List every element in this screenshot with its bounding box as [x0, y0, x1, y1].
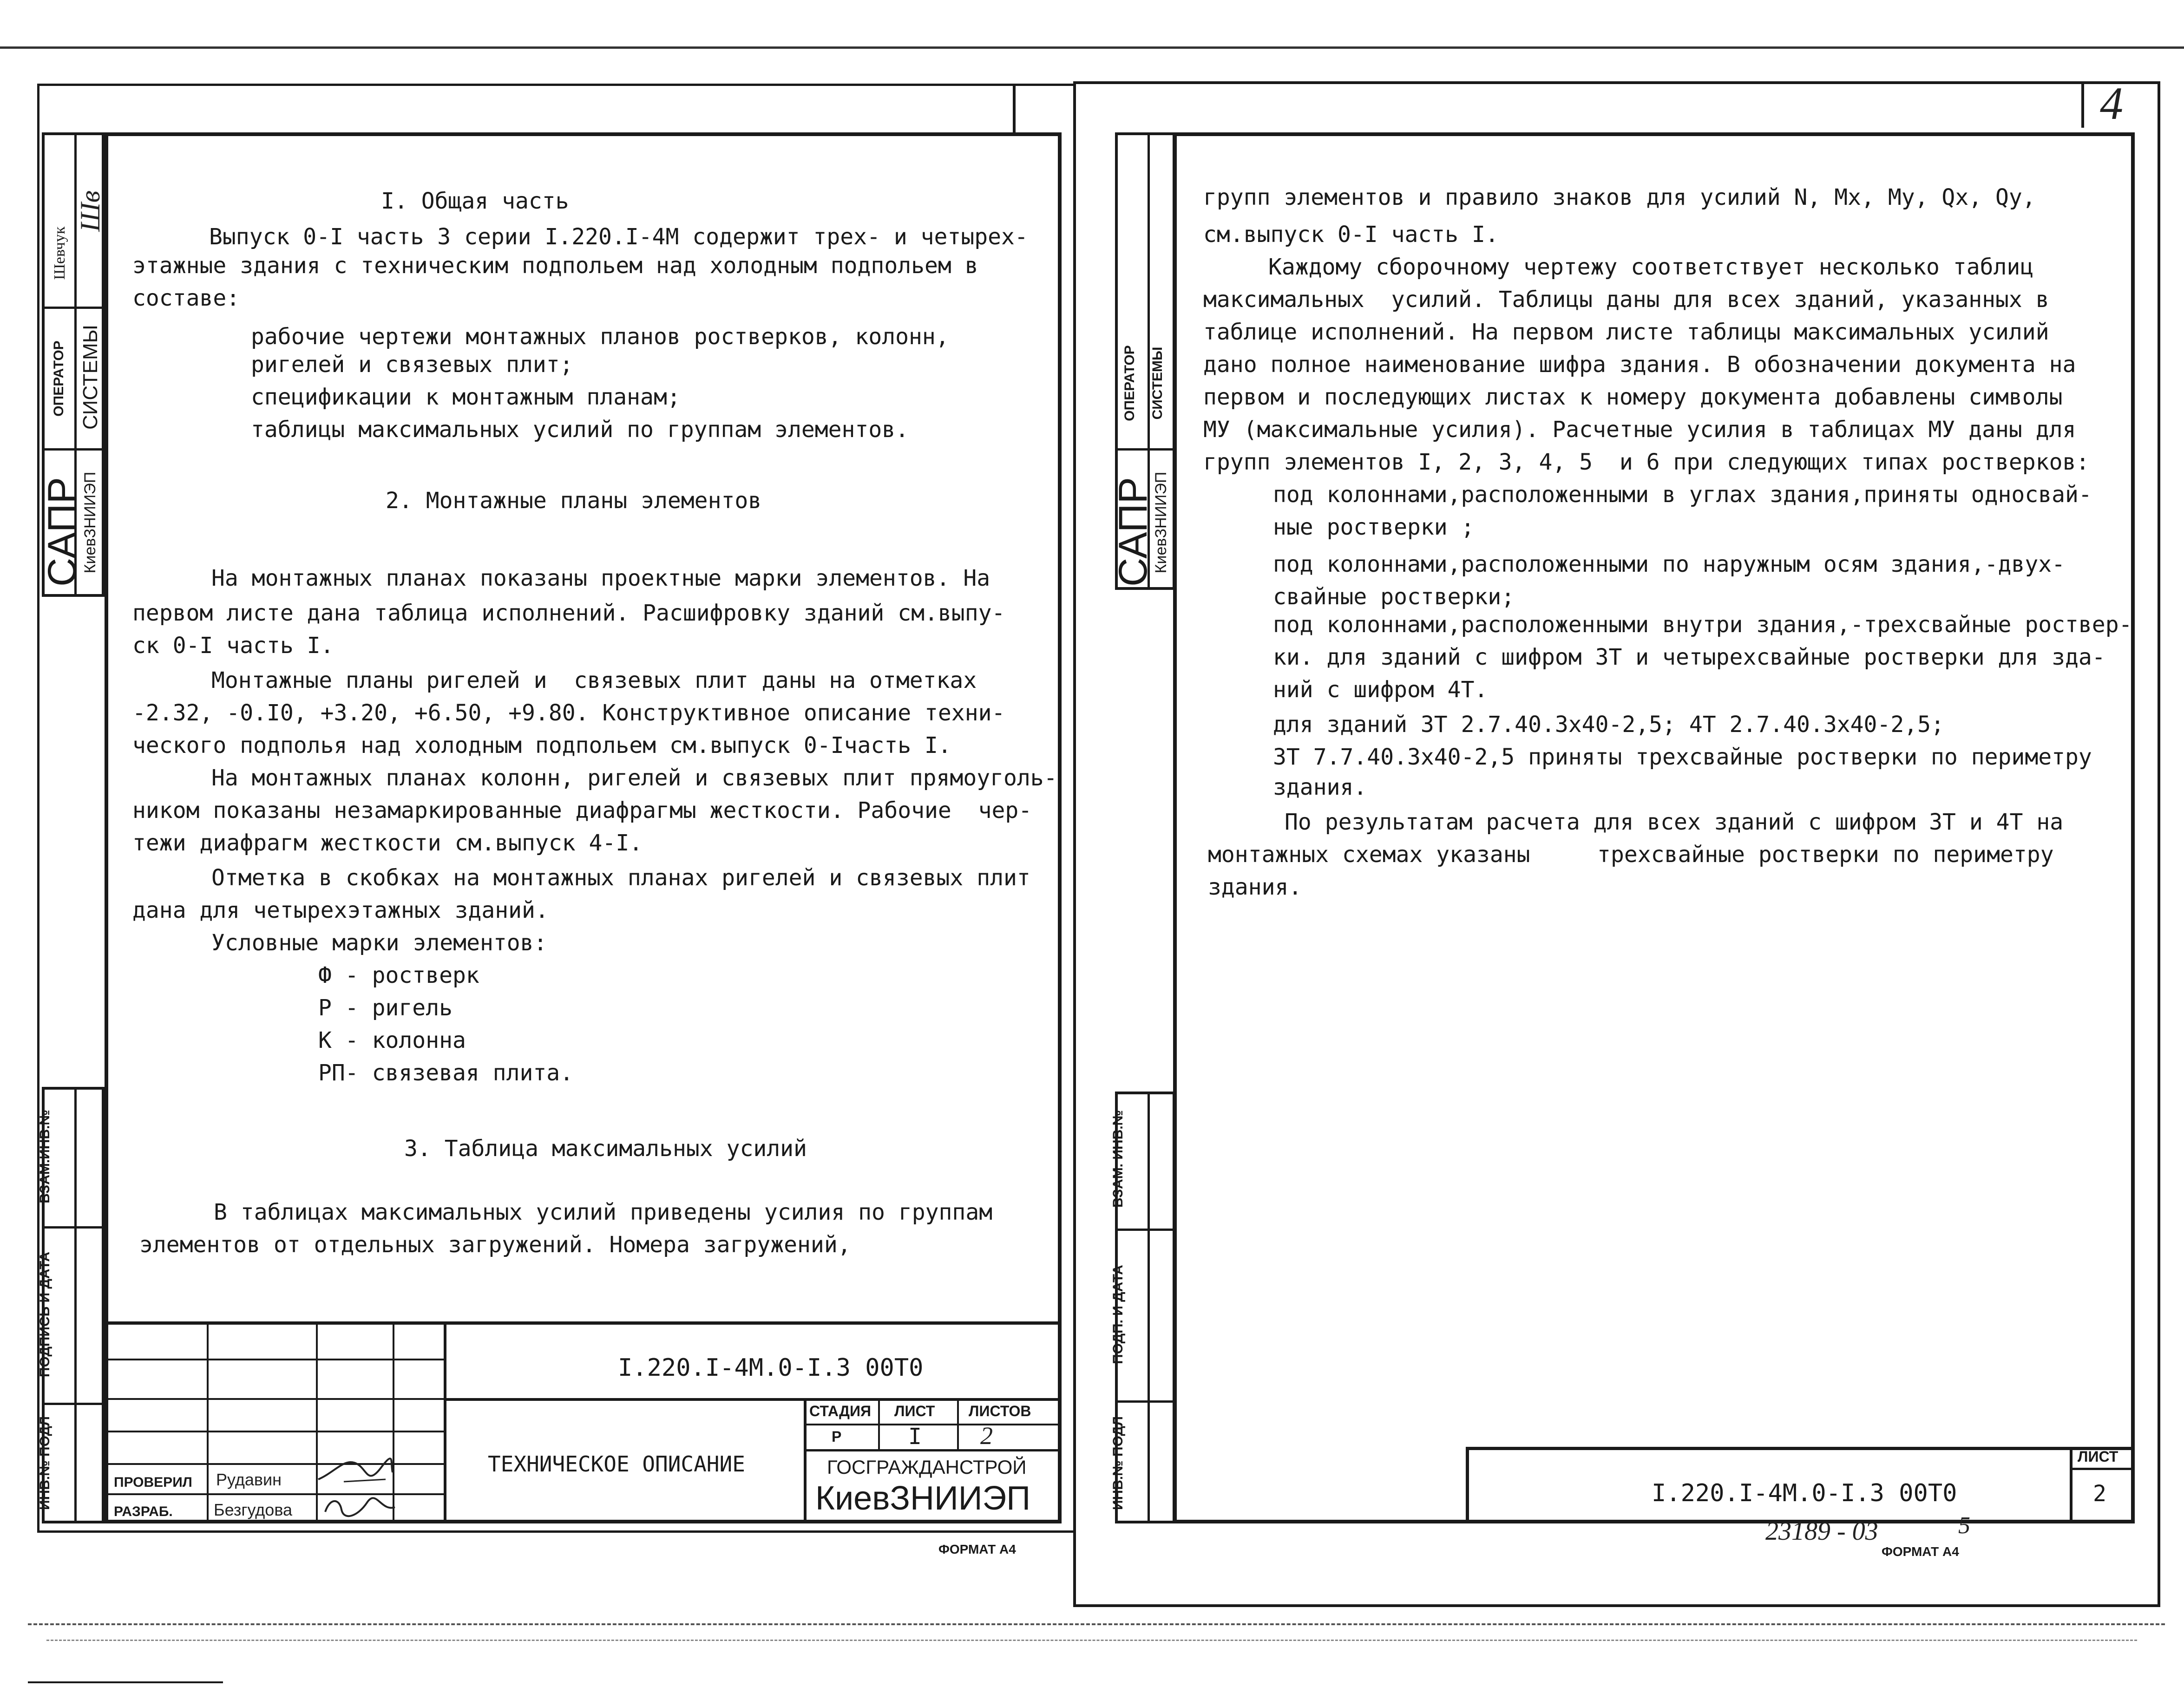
left-tb-stage-row1: [804, 1424, 1062, 1425]
right-line-16: ний с шифром 4Т.: [1273, 677, 1488, 703]
left-s2-mark-f: Ф - ростверк: [318, 962, 479, 988]
left-s2-line-2: первом листе дана таблица исполнений. Расшифровку зданий см.выпу-: [132, 600, 1005, 626]
left-s2-mark-rp: РП- связевая плита.: [318, 1060, 574, 1086]
left-s2-line-11: дана для четырехэтажных зданий.: [132, 897, 549, 923]
left-tb-dev-label: РАЗРАБ.: [114, 1504, 173, 1519]
right-stamp-system-label: СИСТЕМЫ: [1150, 346, 1165, 420]
right-line-2: см.выпуск 0-I часть I.: [1203, 222, 1499, 248]
left-s2-line-9: тежи диафрагм жесткости см.выпуск 4-I.: [132, 830, 643, 856]
right-tb-sheet-row: [2070, 1468, 2135, 1470]
left-section2-heading: 2. Монтажные планы элементов: [386, 488, 762, 514]
left-tb-sheet-value: I: [908, 1424, 922, 1450]
left-s2-line-3: ск 0-I часть I.: [132, 633, 334, 659]
scan-top-edge: [0, 46, 2184, 49]
right-line-13: свайные ростверки;: [1273, 584, 1515, 610]
right-stamp-sign-date-label: ПОДП. И ДАТА: [1110, 1265, 1126, 1364]
left-tb-signature-2: [321, 1493, 400, 1521]
left-tb-sheet-label: ЛИСТ: [894, 1403, 935, 1419]
left-tb-checked-name: Рудавин: [216, 1470, 282, 1489]
right-stamp-h1: [1115, 448, 1175, 451]
left-tb-top: [105, 1321, 1062, 1325]
right-tb-code: I.220.I-4M.0-I.3 00Т0: [1652, 1479, 1957, 1507]
right-stamp-bottom-h1: [1115, 1229, 1175, 1231]
right-line-20: По результатам расчета для всех зданий с шифром 3Т и 4Т на: [1285, 809, 2064, 835]
right-line-10: под колоннами,расположенными в углах здания,приняты односвай-: [1273, 482, 2092, 508]
left-s2-line-7: На монтажных планах колонн, ригелей и связевых плит прямоуголь-: [211, 765, 1057, 791]
right-line-18: 3Т 7.7.40.3х40-2,5 приняты трехсвайные ростверки по периметру: [1273, 744, 2092, 770]
left-s1-line-2: этажные здания с техническим подпольем над холодным подпольем в: [132, 253, 978, 279]
left-tb-row2: [105, 1398, 444, 1400]
left-tb-stage-value: Р: [832, 1428, 842, 1445]
left-tb-dev-name: Безгудова: [214, 1500, 293, 1519]
right-line-6: дано полное наименование шифра здания. В обозначении документа на: [1203, 352, 2076, 378]
left-section1-heading: I. Общая часть: [381, 188, 569, 214]
scan-bottom-edge-2: [46, 1640, 2137, 1641]
left-s1-line-4: рабочие чертежи монтажных планов ростверков, колонн,: [251, 324, 949, 350]
left-tb-v2: [804, 1398, 807, 1523]
stamp-operator-label: ОПЕРАТОР: [51, 340, 66, 417]
left-stamp-bottom-divider: [74, 1087, 77, 1523]
left-s1-line-6: спецификации к монтажным планам;: [251, 384, 681, 410]
scan-bottom-rule: [28, 1681, 223, 1683]
left-s1-line-3: составе:: [132, 285, 240, 311]
right-tb-sheet-label: ЛИСТ: [2078, 1448, 2118, 1465]
right-stamp-inv-sub-label: ВЗАМ. ИНВ.№: [1110, 1110, 1126, 1208]
left-section3-heading: 3. Таблица максимальных усилий: [404, 1136, 807, 1162]
left-s1-line-5: ригелей и связевых плит;: [251, 352, 573, 378]
left-tb-org1: ГОСГРАЖДАНСТРОЙ: [827, 1456, 1027, 1478]
right-tb-sheet-divider: [2070, 1447, 2073, 1523]
scan-bottom-edge: [28, 1623, 2165, 1625]
right-stamp-sapr-label: САПР: [1111, 477, 1155, 587]
left-tb-vsplit: [444, 1321, 446, 1523]
right-line-8: МУ (максимальные усилия). Расчетные усилия в таблицах МУ даны для: [1203, 417, 2076, 443]
right-line-9: групп элементов I, 2, 3, 4, 5 и 6 при следующих типах ростверков:: [1203, 449, 2090, 475]
right-tb-sheet-value: 2: [2093, 1481, 2106, 1507]
left-tb-stage-label: СТАДИЯ: [809, 1403, 871, 1419]
right-line-3: Каждому сборочному чертежу соответствует несколько таблиц: [1268, 254, 2034, 280]
left-s2-line-1: На монтажных планах показаны проектные марки элементов. На: [211, 565, 990, 591]
left-s3-line-2: элементов от отдельных загружений. Номера загружений,: [139, 1232, 851, 1258]
left-tb-signature-1: [316, 1454, 395, 1491]
left-tb-row3: [105, 1431, 444, 1432]
right-line-5: таблице исполнений. На первом листе таблицы максимальных усилий: [1203, 319, 2049, 345]
left-s1-line-1: Выпуск 0-I часть 3 серии I.220.I-4M содержит трех- и четырех-: [209, 224, 1028, 250]
left-tb-row1: [105, 1359, 444, 1360]
stamp-system-label: СИСТЕМЫ: [79, 325, 102, 430]
stamp-sign-date-label: ПОДПИСЬ И ДАТА: [37, 1251, 52, 1378]
left-s2-line-5: -2.32, -0.I0, +3.20, +6.50, +9.80. Конструктивное описание техни-: [132, 700, 1005, 726]
left-tb-sheets-value: 2: [980, 1422, 993, 1450]
left-s2-line-8: ником показаны незамаркированные диафрагмы жесткости. Рабочие чер-: [132, 797, 1032, 824]
right-stamp-operator-label: ОПЕРАТОР: [1122, 345, 1137, 421]
left-tb-checked-label: ПРОВЕРИЛ: [114, 1475, 192, 1490]
right-stamp-bottom-h2: [1115, 1400, 1175, 1403]
left-s1-line-7: таблицы максимальных усилий по группам элементов.: [251, 417, 909, 443]
left-tb-mid: [444, 1398, 1062, 1401]
left-s2-mark-r: Р - ригель: [318, 995, 453, 1021]
right-format-label: ФОРМАТ А4: [1882, 1544, 1959, 1559]
left-stamp-h1: [42, 307, 105, 309]
right-line-15: ки. для зданий с шифром 3Т и четырехсвайные ростверки для зда-: [1273, 644, 2105, 670]
stamp-inv-sub-label: ВЗАМ.ИНВ.№: [37, 1110, 52, 1203]
stamp-shevchuk-label: Шевчук: [51, 226, 68, 280]
right-stamp-bottom-divider: [1148, 1092, 1150, 1523]
right-stamp-kiev-label: КиевЗНИИЭП: [1152, 471, 1170, 574]
right-line-12: под колоннами,расположенными по наружным осям здания,-двух-: [1273, 551, 2066, 577]
right-line-17: для зданий 3Т 2.7.40.3х40-2,5; 4Т 2.7.40.3х40-2,5;: [1273, 712, 1944, 738]
left-s2-mark-k: К - колонна: [318, 1027, 466, 1053]
left-format-label: ФОРМАТ А4: [938, 1542, 1016, 1556]
left-tb-stage-col1: [878, 1398, 880, 1450]
left-s3-line-1: В таблицах максимальных усилий приведены усилия по группам: [214, 1199, 993, 1225]
right-line-7: первом и последующих листах к номеру документа добавлены символы: [1203, 384, 2063, 410]
right-sheet-top-tab: [2081, 81, 2084, 128]
left-stamp-h2: [42, 448, 105, 451]
left-stamp-bottom-h1: [42, 1226, 105, 1229]
right-archive-sheet: 5: [1958, 1512, 1970, 1539]
right-stamp-inv-orig-label: ИНВ.№ ПОДЛ: [1110, 1416, 1126, 1510]
left-s2-line-6: ческого подполья над холодным подпольем см.выпуск 0-Iчасть I.: [132, 732, 951, 758]
stamp-shevchuk-signature: Шв: [74, 190, 105, 232]
right-line-19: здания.: [1273, 774, 1367, 800]
right-line-1: групп элементов и правило знаков для усилий N, Mx, My, Qx, Qy,: [1203, 184, 2036, 210]
right-archive-number: 23189 - 03: [1765, 1517, 1878, 1546]
left-tb-stage-col2: [957, 1398, 959, 1450]
left-sheet-top-tab: [1013, 84, 1016, 135]
stamp-sapr-label: САПР: [40, 477, 85, 587]
left-s2-line-10: Отметка в скобках на монтажных планах ригелей и связевых плит: [211, 865, 1030, 891]
left-tb-sheets-label: ЛИСТОВ: [969, 1403, 1031, 1419]
right-line-22: здания.: [1208, 874, 1302, 900]
stamp-inv-orig-label: ИНВ.№ ПОДЛ: [37, 1416, 52, 1510]
right-line-21: монтажных схемах указаны трехсвайные ростверки по периметру: [1208, 842, 2054, 868]
right-page-number: 4: [2100, 78, 2123, 129]
left-tb-stage-row2: [804, 1449, 1062, 1451]
left-s2-line-12: Условные марки элементов:: [211, 930, 547, 956]
stamp-kiev-label: КиевЗНИИЭП: [81, 471, 99, 574]
left-tb-title: ТЕХНИЧЕСКОЕ ОПИСАНИЕ: [488, 1451, 745, 1477]
right-line-11: ные ростверки ;: [1273, 514, 1475, 540]
left-tb-code: I.220.I-4M.0-I.3 00Т0: [618, 1354, 924, 1382]
left-tb-org2: КиевЗНИИЭП: [815, 1480, 1030, 1517]
right-line-14: под колоннами,расположенными внутри здания,-трехсвайные роствер-: [1273, 612, 2132, 638]
left-s2-line-4: Монтажные планы ригелей и связевых плит даны на отметках: [211, 667, 977, 693]
right-line-4: максимальных усилий. Таблицы даны для всех зданий, указанных в: [1203, 287, 2049, 313]
